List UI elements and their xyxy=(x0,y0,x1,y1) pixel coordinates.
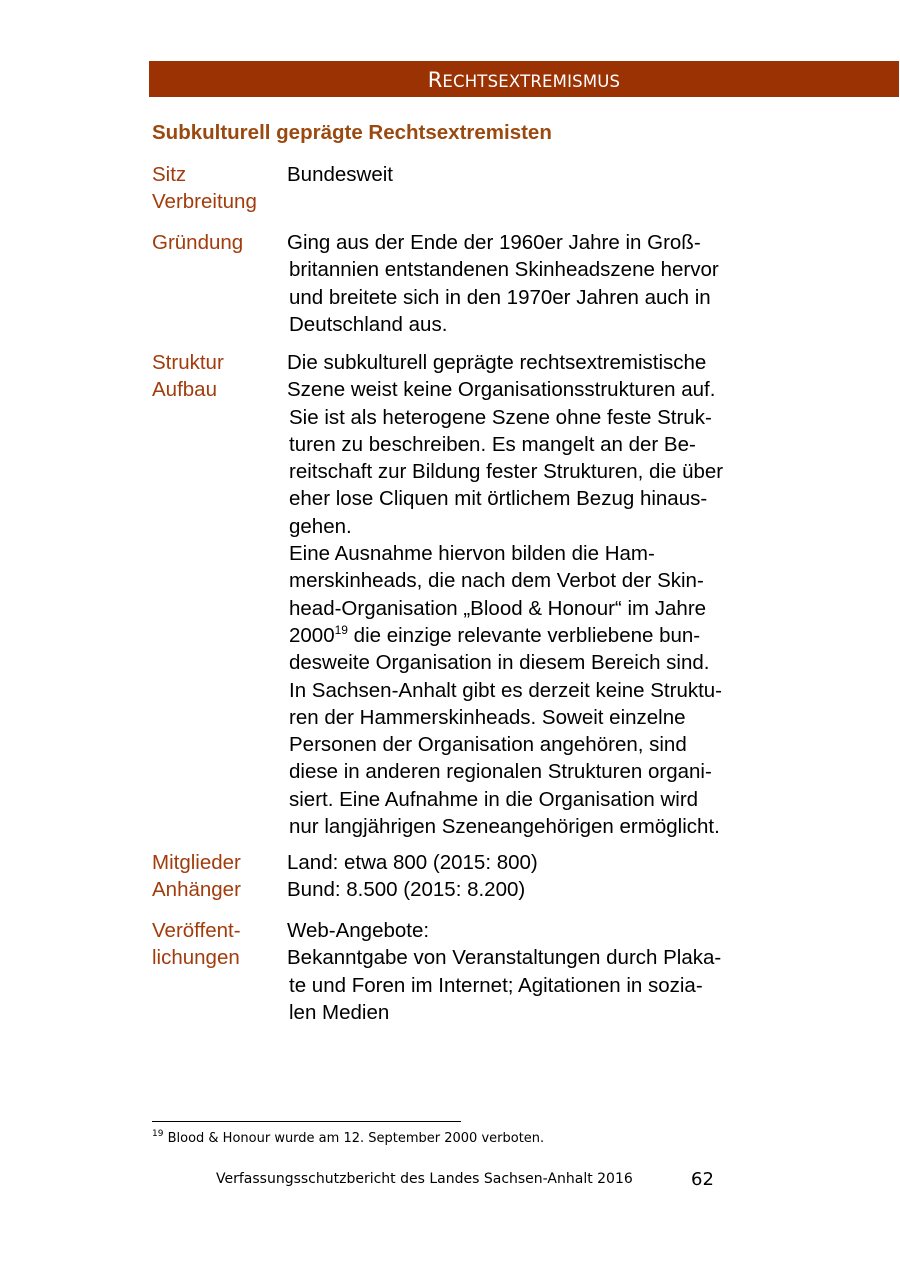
value-line: Deutschland aus. xyxy=(289,312,448,336)
value-line: ren der Hammerskinheads. Soweit einzelne xyxy=(289,705,686,729)
value-line: len Medien xyxy=(289,1000,390,1024)
footnote xyxy=(152,1131,544,1146)
value-line: Bundesweit xyxy=(287,163,393,186)
banner-rest: ECHTSEXTREMISMUS xyxy=(442,72,621,91)
year-text: 2000 xyxy=(289,623,335,647)
value-line: Die subkulturell geprägte rechtsextremistische xyxy=(287,351,707,374)
label-mitglieder xyxy=(152,849,241,904)
value-line: Bund: 8.500 (2015: 8.200) xyxy=(287,878,526,902)
value-line: In Sachsen-Anhalt gibt es derzeit keine Struktu- xyxy=(289,678,723,702)
value-line: Eine Ausnahme hiervon bilden die Ham- xyxy=(289,542,655,566)
banner-initial: R xyxy=(427,68,443,92)
value-line: desweite Organisation in diesem Bereich sind. xyxy=(289,651,710,675)
footnote-divider xyxy=(152,1121,461,1122)
value-line: nur langjährigen Szeneangehörigen ermöglicht. xyxy=(289,815,720,839)
value-line: gehen. xyxy=(289,514,352,538)
value-line: Bekanntgabe von Veranstaltungen durch Plaka- xyxy=(287,946,722,970)
value-line: eher lose Cliquen mit örtlichem Bezug hinaus- xyxy=(289,487,708,511)
label-line: lichungen xyxy=(152,946,240,970)
value-line: Szene weist keine Organisationsstrukturen auf. xyxy=(287,378,716,402)
value-gruendung xyxy=(287,229,719,338)
footnote-reference[interactable]: 19 xyxy=(334,622,348,637)
value-line: Land: etwa 800 (2015: 800) xyxy=(287,851,538,874)
section-heading: Subkulturell geprägte Rechtsextremisten xyxy=(152,121,552,144)
page-number: 62 xyxy=(691,1169,714,1190)
label-line: Anhänger xyxy=(152,878,241,902)
value-line: head-Organisation „Blood & Honour“ im Jahre xyxy=(289,596,707,620)
label-struktur xyxy=(152,349,224,404)
value-line: Ging aus der Ende der 1960er Jahre in Groß- xyxy=(287,231,701,254)
line-rest: die einzige relevante verbliebene bun- xyxy=(347,623,701,647)
value-line: siert. Eine Aufnahme in die Organisation wird xyxy=(289,787,699,811)
label-line: Verbreitung xyxy=(152,190,257,214)
label-gruendung xyxy=(152,229,243,256)
value-line-with-footnote xyxy=(287,622,723,649)
value-line: turen zu beschreiben. Es mangelt an der Be- xyxy=(289,432,696,456)
label-line: Gründung xyxy=(152,231,244,254)
value-line: te und Foren im Internet; Agitationen in sozia- xyxy=(289,973,703,997)
footer-text: Verfassungsschutzbericht des Landes Sachsen-Anhalt 2016 xyxy=(216,1171,633,1187)
value-line: Personen der Organisation angehören, sind xyxy=(289,733,687,757)
label-line: Mitglieder xyxy=(152,851,241,874)
value-struktur xyxy=(287,349,723,840)
label-sitz xyxy=(152,161,257,216)
label-line: Sitz xyxy=(152,163,187,186)
value-line: und breitete sich in den 1970er Jahren auch in xyxy=(289,285,711,309)
value-veroeffentlichungen xyxy=(287,917,721,1026)
value-line: Sie ist als heterogene Szene ohne feste Struk- xyxy=(289,405,712,429)
footnote-number: 19 xyxy=(152,1129,164,1139)
label-line: Aufbau xyxy=(152,378,217,402)
footnote-text: Blood & Honour wurde am 12. September 2000 verboten. xyxy=(163,1131,545,1146)
value-mitglieder xyxy=(287,849,538,904)
value-line: reitschaft zur Bildung fester Strukturen, die über xyxy=(289,460,724,484)
label-veroeffentlichungen xyxy=(152,917,241,972)
value-line: merskinheads, die nach dem Verbot der Skin- xyxy=(289,569,704,593)
chapter-banner xyxy=(149,61,899,97)
label-line: Veröffent- xyxy=(152,919,241,942)
value-line: britannien entstandenen Skinheadszene hervor xyxy=(289,258,719,282)
value-line: diese in anderen regionalen Strukturen organi- xyxy=(289,760,712,784)
value-line: Web-Angebote: xyxy=(287,919,430,942)
value-sitz xyxy=(287,161,393,188)
label-line: Struktur xyxy=(152,351,224,374)
